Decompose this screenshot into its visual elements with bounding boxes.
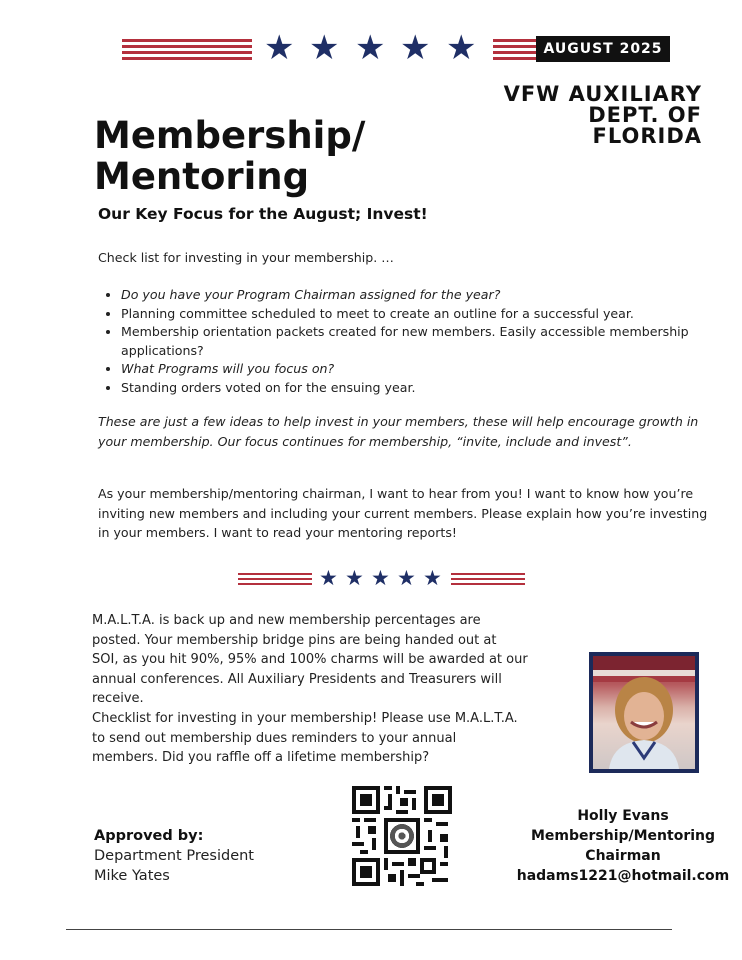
star-icon: ★ bbox=[371, 566, 390, 590]
malta-line: M.A.L.T.A. is back up and new membership percentages are bbox=[92, 613, 481, 628]
list-item: • Membership orientation packets created for new members. Easily accessible membership applications? bbox=[121, 323, 721, 360]
org-name bbox=[504, 84, 702, 147]
star-icon: ★ bbox=[446, 28, 477, 68]
chairman-name: Holly Evans bbox=[577, 808, 669, 824]
approver-role: Department President bbox=[94, 848, 254, 864]
approved-label: Approved by: bbox=[94, 828, 204, 844]
star-icon: ★ bbox=[423, 566, 442, 590]
subheading: Our Key Focus for the August; Invest! bbox=[98, 205, 428, 223]
title-line: Membership/ bbox=[94, 114, 366, 157]
star-icon: ★ bbox=[400, 28, 431, 68]
org-line: VFW AUXILIARY bbox=[503, 82, 702, 106]
portrait-graphic bbox=[593, 656, 695, 769]
chairman-email[interactable]: hadams1221@hotmail.com bbox=[516, 868, 730, 884]
intro-text: Check list for investing in your membership. … bbox=[98, 250, 394, 265]
approver-name: Mike Yates bbox=[94, 868, 170, 884]
qr-graphic bbox=[352, 786, 452, 886]
photo-image bbox=[593, 656, 695, 769]
approved-block bbox=[94, 826, 254, 886]
star-icon: ★ bbox=[345, 566, 364, 590]
org-line: FLORIDA bbox=[592, 124, 702, 148]
stripes-left bbox=[238, 573, 312, 588]
malta-line: Checklist for investing in your membership! Please use M.A.L.T.A. bbox=[92, 710, 518, 726]
chairman-block bbox=[516, 806, 730, 886]
checklist bbox=[100, 286, 721, 397]
malta-line: posted. Your membership bridge pins are being handed out at bbox=[92, 632, 497, 648]
star-icon: ★ bbox=[264, 28, 295, 68]
list-item: • Standing orders voted on for the ensuing year. bbox=[121, 379, 721, 398]
stripes-left bbox=[122, 39, 252, 60]
malta-line: members. Did you raffle off a lifetime membership? bbox=[92, 750, 430, 766]
chairman-title: Chairman bbox=[585, 848, 661, 864]
star-icon: ★ bbox=[319, 566, 338, 590]
page-title bbox=[94, 115, 365, 197]
list-item: • Planning committee scheduled to meet to create an outline for a successful year. bbox=[121, 305, 721, 324]
star-icon: ★ bbox=[309, 28, 340, 68]
date-badge: AUGUST 2025 bbox=[536, 36, 670, 62]
malta-section bbox=[92, 611, 572, 768]
title-line: Mentoring bbox=[94, 155, 310, 198]
qr-code-icon[interactable] bbox=[352, 786, 452, 886]
star-icon: ★ bbox=[397, 566, 416, 590]
stripes-right bbox=[451, 573, 525, 588]
malta-line: SOI, as you hit 90%, 95% and 100% charms will be awarded at our bbox=[92, 652, 528, 668]
malta-line: to send out membership dues reminders to your annual bbox=[92, 730, 457, 746]
chairman-message: As your membership/mentoring chairman, I want to hear from you! I want to know how you’re inviting new members and including your current members. Please explain how you’re investing in your members. I want to read your mentoring reports! bbox=[98, 486, 708, 540]
list-item: • What Programs will you focus on? bbox=[121, 360, 721, 379]
list-item: • Do you have your Program Chairman assigned for the year? bbox=[121, 286, 721, 305]
chairman-photo bbox=[589, 652, 699, 773]
malta-line: receive. bbox=[92, 691, 144, 707]
org-line: DEPT. OF bbox=[588, 103, 702, 127]
invest-paragraph: These are just a few ideas to help invest in your members, these will help encourage growth in your membership. Our focus continues for membership, “invite, include and invest”. bbox=[98, 414, 699, 449]
malta-line: annual conferences. All Auxiliary Presidents and Treasurers will bbox=[92, 671, 502, 687]
footer-rule bbox=[66, 929, 672, 930]
star-icon: ★ bbox=[355, 28, 386, 68]
chairman-title: Membership/Mentoring bbox=[530, 828, 716, 844]
stripes-right bbox=[493, 39, 537, 60]
